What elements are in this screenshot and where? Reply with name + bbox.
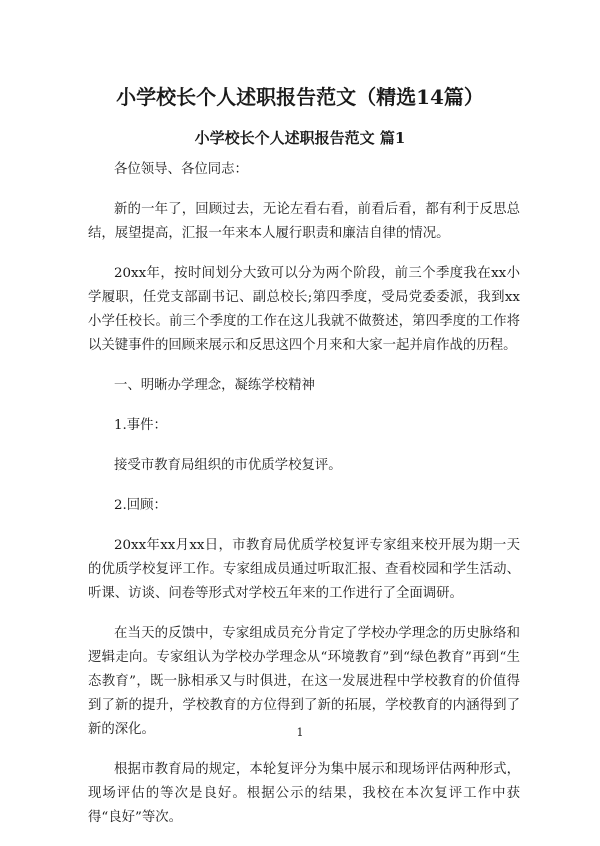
paragraph: 20xx年xx月xx日，市教育局优质学校复评专家组来校开展为期一天的优质学校复评工作。专家组成员通过听取汇报、查看校园和学生活动、听课、访谈、问卷等形式对学校五年来的工作进行了全面调研。 — [88, 538, 520, 601]
paragraph: 接受市教育局组织的市优质学校复评。 — [114, 458, 342, 473]
section-title: 小学校长个人述职报告范文 篇1 — [194, 129, 406, 147]
document-body — [88, 158, 520, 846]
paragraph-label: 1.事件： — [114, 418, 167, 433]
document-title: 小学校长个人述职报告范文（精选14篇） — [116, 85, 484, 109]
subheading: 一、明晰办学理念，凝练学校精神 — [114, 378, 315, 393]
paragraph: 根据市教育局的规定，本轮复评分为集中展示和现场评估两种形式，现场评估的等次是良好。根据公示的结果，我校在本次复评工作中获得“良好”等次。 — [88, 762, 520, 825]
paragraph: 在当天的反馈中，专家组成员充分肯定了学校办学理念的历史脉络和逻辑走向。专家组认为学校办学理念从“环境教育”到“绿色教育”再到“生态教育”，既一脉相承又与时俱进，在这一发展进程中学校教育的价值得到了新的提升，学校教育的方位得到了新的拓展，学校教育的内涵得到了新的深化。 — [88, 626, 520, 737]
paragraph-label: 2.回顾： — [114, 498, 167, 513]
page-number: 1 — [296, 726, 304, 739]
paragraph: 20xx年，按时间划分大致可以分为两个阶段，前三个季度我在xx小学履职，任党支部副书记、副总校长;第四季度，受局党委委派，我到xx小学任校长。前三个季度的工作在这儿我就不做赘述，第四季度的工作将以关键事件的回顾来展示和反思这四个月来和大家一起并肩作战的历程。 — [88, 266, 520, 353]
paragraph-greeting: 各位领导、各位同志： — [114, 162, 248, 177]
paragraph: 新的一年了，回顾过去，无论左看右看，前看后看，都有利于反思总结，展望提高，汇报一年来本人履行职责和廉洁自律的情况。 — [88, 202, 520, 241]
